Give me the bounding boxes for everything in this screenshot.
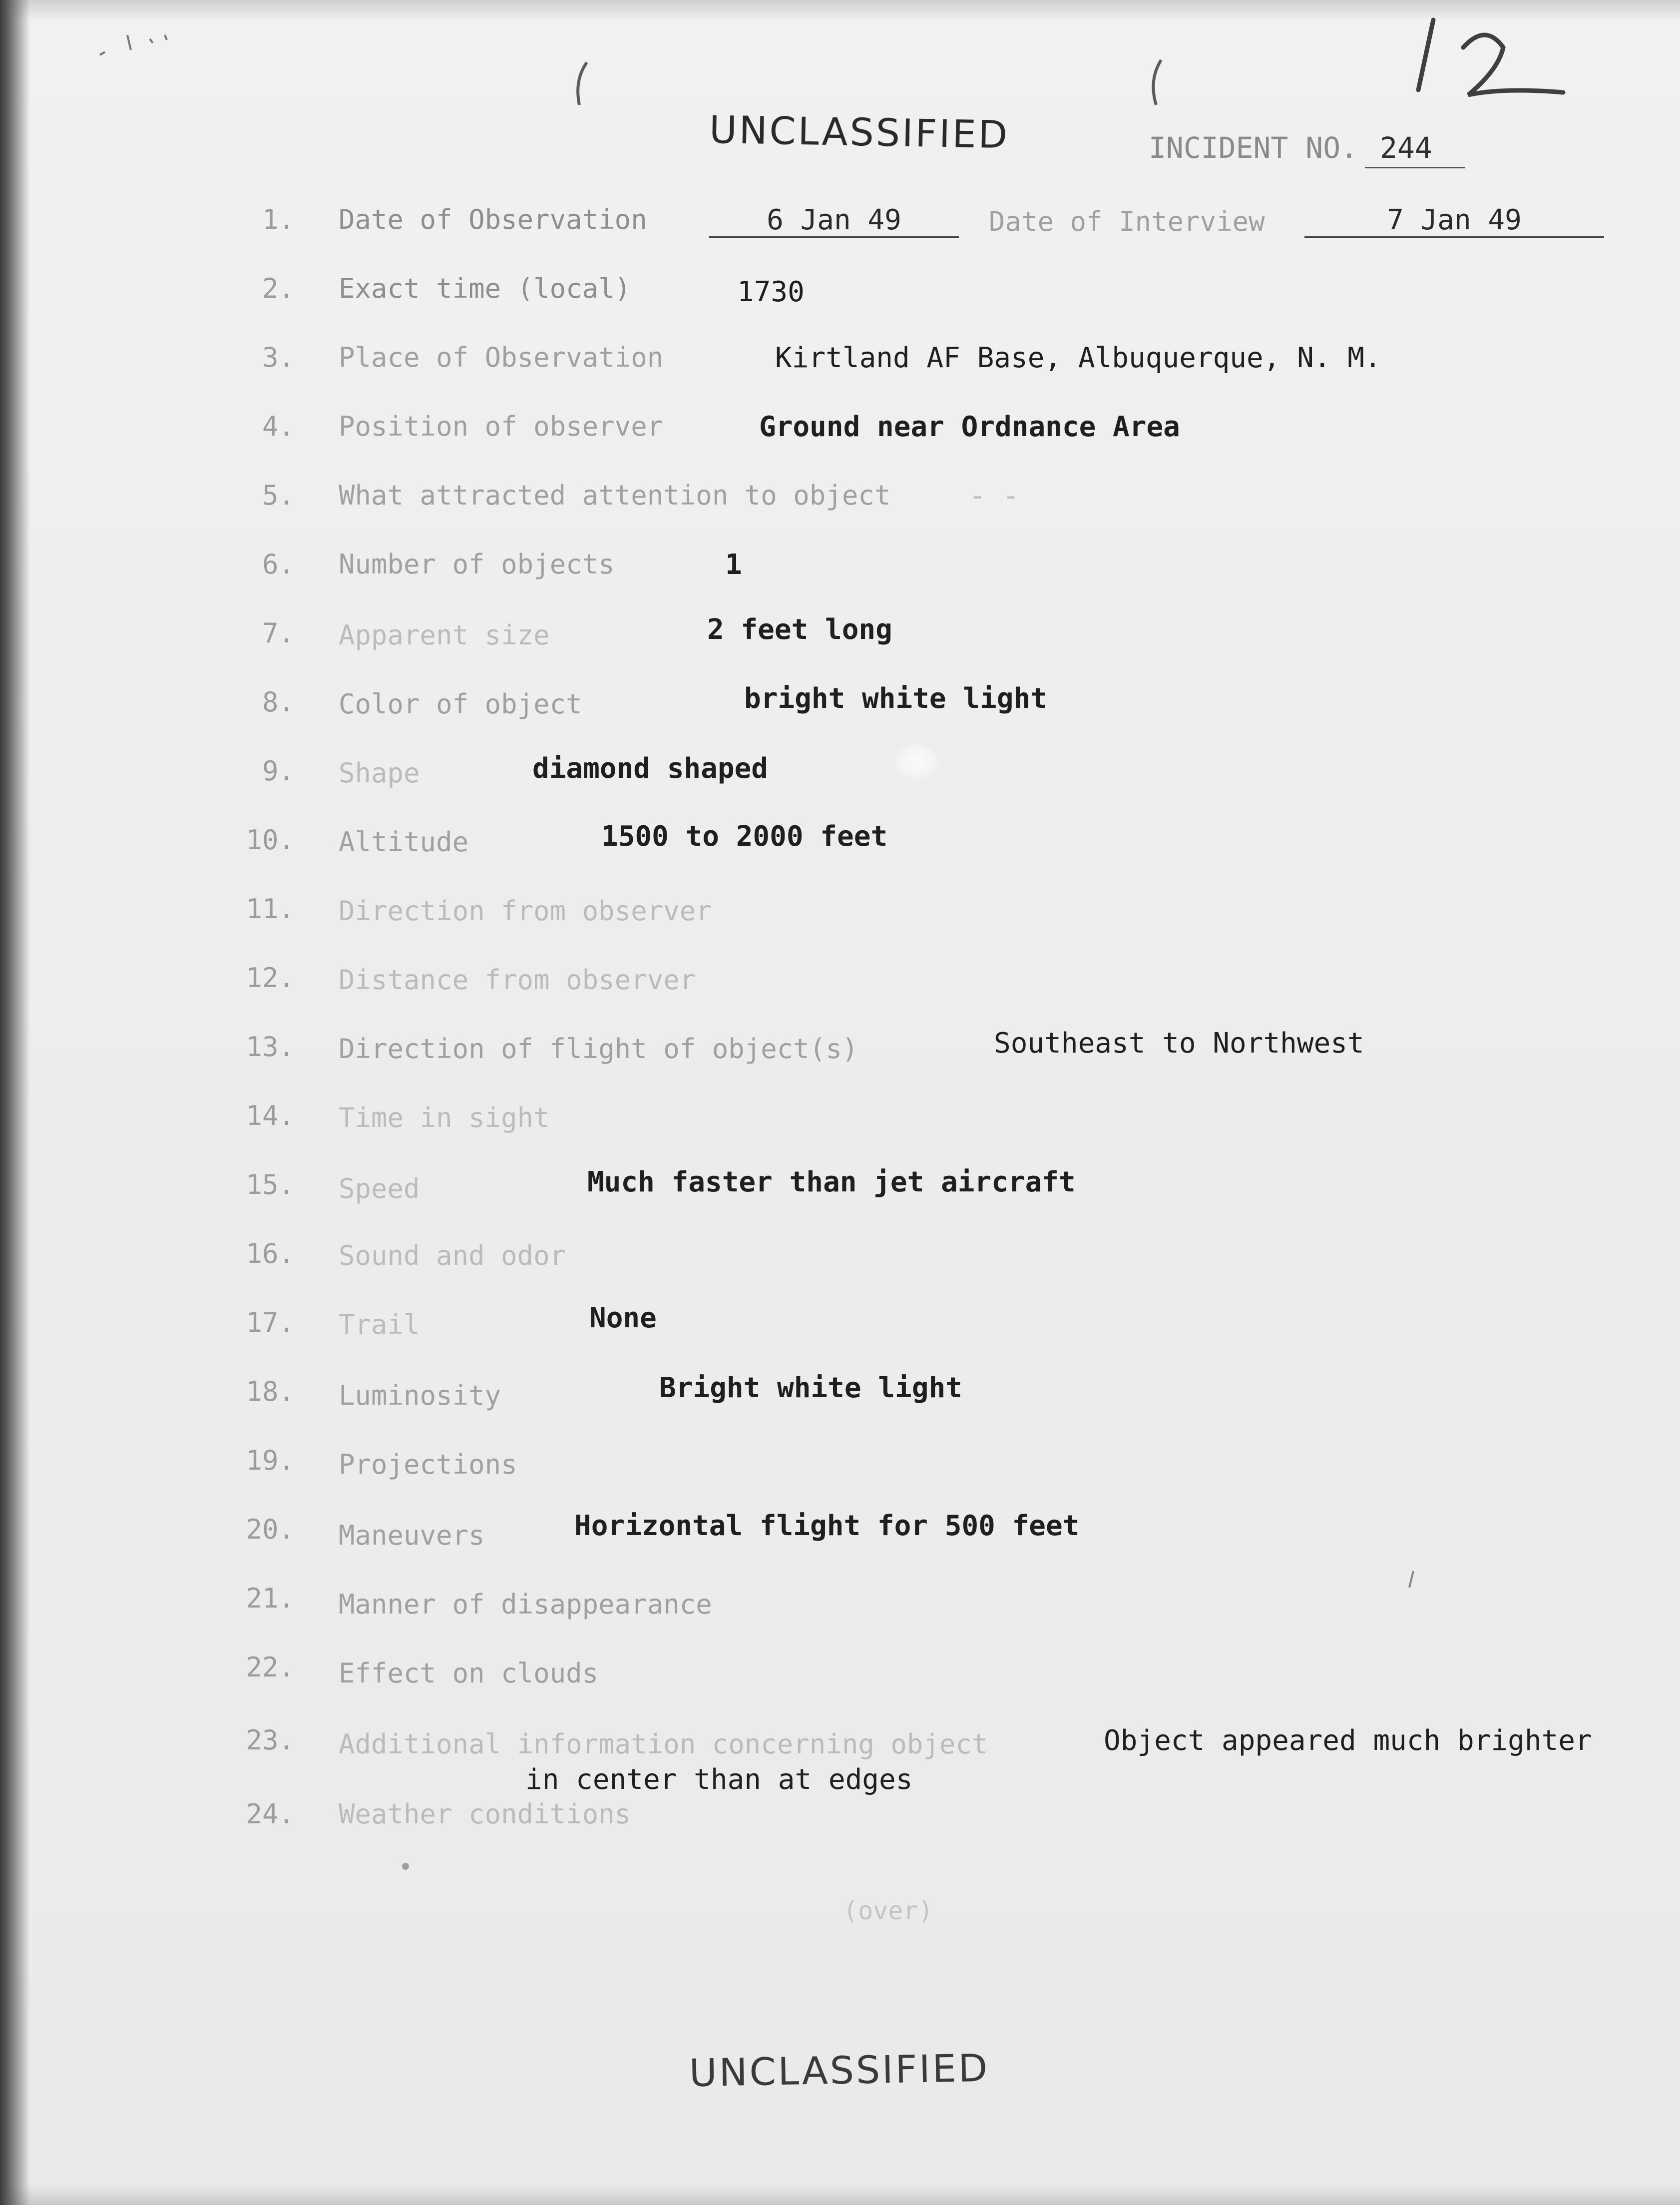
corner-scribbles xyxy=(100,35,167,55)
item-label-distance-from-observer: Distance from observer xyxy=(339,964,696,996)
item-number: 14. xyxy=(246,1100,295,1131)
value-date-of-observation: 6 Jan 49 xyxy=(709,204,959,238)
item-value-apparent-size: 2 feet long xyxy=(707,613,892,646)
item-label-number-of-objects: Number of objects xyxy=(339,549,615,580)
item-number: 16. xyxy=(246,1238,295,1269)
item-number: 12. xyxy=(246,962,295,994)
handwritten-page-number xyxy=(1418,20,1563,95)
item-value-maneuvers: Horizontal flight for 500 feet xyxy=(574,1510,1080,1542)
item-value-speed: Much faster than jet aircraft xyxy=(587,1166,1076,1198)
item-number: 11. xyxy=(246,893,295,925)
item-number: 6. xyxy=(262,549,295,580)
item-value-additional-information-line2: in center than at edges xyxy=(525,1763,913,1796)
item-number: 24. xyxy=(246,1798,295,1830)
item-label-shape: Shape xyxy=(339,757,420,789)
item-label-luminosity: Luminosity xyxy=(339,1380,501,1411)
footer-classification: UNCLASSIFIED xyxy=(689,2045,990,2096)
paren-mark-right xyxy=(1153,60,1161,105)
item-label-color-of-object: Color of object xyxy=(339,688,582,720)
item-number: 22. xyxy=(246,1652,295,1683)
label-date-of-interview: Date of Interview xyxy=(989,206,1265,237)
item-number: 18. xyxy=(246,1376,295,1407)
item-label-maneuvers: Maneuvers xyxy=(339,1520,485,1551)
incident-number: 244 xyxy=(1365,131,1465,168)
item-value-place-of-observation: Kirtland AF Base, Albuquerque, N. M. xyxy=(775,342,1381,374)
item-label-manner-of-disappearance: Manner of disappearance xyxy=(339,1589,712,1620)
item-value-shape: diamond shaped xyxy=(532,752,769,785)
item-label-direction-of-flight: Direction of flight of object(s) xyxy=(339,1033,858,1065)
item-label-direction-from-observer: Direction from observer xyxy=(339,895,712,927)
item-value-direction-of-flight: Southeast to Northwest xyxy=(994,1027,1364,1060)
item-number: 21. xyxy=(246,1583,295,1614)
item-label-trail: Trail xyxy=(339,1309,420,1340)
item-number: 5. xyxy=(262,480,295,511)
ink-smudge xyxy=(894,744,939,779)
item-label-speed: Speed xyxy=(339,1173,420,1204)
item-number: 4. xyxy=(262,411,295,442)
item-number: 10. xyxy=(246,824,295,856)
speck-mark xyxy=(402,1863,409,1870)
pencil-tick xyxy=(1409,1571,1413,1588)
item-label-sound-and-odor: Sound and odor xyxy=(339,1240,566,1271)
paren-mark-left xyxy=(578,62,587,105)
item-number: 1. xyxy=(262,204,295,235)
item-value-luminosity: Bright white light xyxy=(659,1372,962,1404)
header-classification: UNCLASSIFIED xyxy=(709,107,1010,157)
item-number: 17. xyxy=(246,1307,295,1338)
item-value-trail: None xyxy=(589,1302,657,1334)
item-value-altitude: 1500 to 2000 feet xyxy=(601,820,888,853)
item-label-apparent-size: Apparent size xyxy=(339,619,550,651)
item-label-position-of-observer: Position of observer xyxy=(339,411,664,442)
value-date-of-interview: 7 Jan 49 xyxy=(1304,204,1604,238)
item-label-date-of-observation: Date of Observation xyxy=(339,204,647,235)
item-number: 9. xyxy=(262,755,295,787)
item-number: 3. xyxy=(262,342,295,373)
item-value-what-attracted-attention: - - xyxy=(969,480,1020,512)
item-label-additional-information: Additional information concerning object xyxy=(339,1728,988,1760)
item-number: 8. xyxy=(262,686,295,718)
item-number: 13. xyxy=(246,1031,295,1063)
item-number: 20. xyxy=(246,1514,295,1545)
item-value-additional-information: Object appeared much brighter xyxy=(1104,1724,1592,1757)
item-label-exact-time: Exact time (local) xyxy=(339,273,631,304)
item-label-what-attracted-attention: What attracted attention to object xyxy=(339,480,891,511)
item-value-color-of-object: bright white light xyxy=(744,682,1047,715)
item-label-place-of-observation: Place of Observation xyxy=(339,342,664,373)
item-number: 23. xyxy=(246,1724,295,1756)
item-value-number-of-objects: 1 xyxy=(725,549,742,581)
item-number: 7. xyxy=(262,617,295,649)
item-label-effect-on-clouds: Effect on clouds xyxy=(339,1657,599,1689)
item-number: 2. xyxy=(262,273,295,304)
item-value-position-of-observer: Ground near Ordnance Area xyxy=(759,411,1180,443)
item-label-altitude: Altitude xyxy=(339,826,469,858)
item-label-projections: Projections xyxy=(339,1449,517,1480)
item-number: 19. xyxy=(246,1445,295,1476)
item-label-time-in-sight: Time in sight xyxy=(339,1102,550,1133)
over-note: (over) xyxy=(843,1896,933,1925)
incident-number-line xyxy=(1149,131,1465,168)
item-value-exact-time: 1730 xyxy=(737,276,805,308)
incident-label: INCIDENT NO. xyxy=(1149,131,1358,165)
item-label-weather-conditions: Weather conditions xyxy=(339,1798,631,1830)
item-number: 15. xyxy=(246,1169,295,1200)
